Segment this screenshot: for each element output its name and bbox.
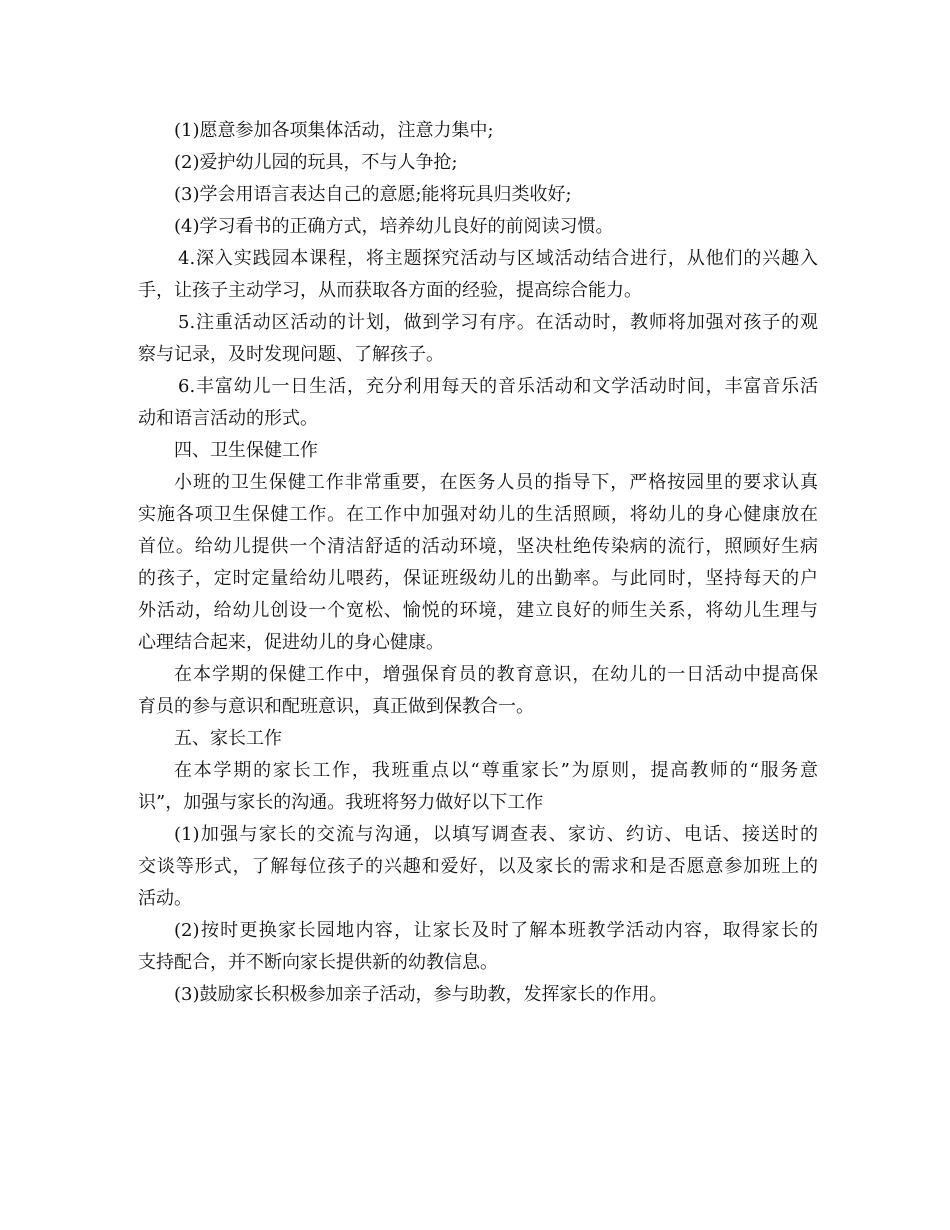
list-item-3: (3)鼓励家长积极参加亲子活动，参与助教，发挥家长的作用。 [174,984,668,1005]
paragraph-line: 在本学期的家长工作，我班重点以“尊重家长”为原则，提高教师的“服务意 [174,760,818,781]
paragraph-line: 4.深入实践园本课程，将主题探究活动与区域活动结合进行，从他们的兴趣入 [178,248,818,269]
paragraph-line: 实施各项卫生保健工作。在工作中加强对幼儿的生活照顾，将幼儿的身心健康放在 [138,504,818,525]
paragraph-line: 活动。 [138,888,192,909]
paragraph-line: 识”，加强与家长的沟通。我班将努力做好以下工作 [138,792,544,813]
paragraph-line: 在本学期的保健工作中，增强保育员的教育意识，在幼儿的一日活动中提高保 [174,664,818,685]
list-item-3: (3)学会用语言表达自己的意愿;能将玩具归类收好; [174,184,572,205]
paragraph-line: 小班的卫生保健工作非常重要，在医务人员的指导下，严格按园里的要求认真 [174,472,818,493]
document-page [138,115,818,1011]
paragraph-line: 首位。给幼儿提供一个清洁舒适的活动环境，坚决杜绝传染病的流行，照顾好生病 [138,536,818,557]
paragraph-line: 5.注重活动区活动的计划，做到学习有序。在活动时，教师将加强对孩子的观 [178,312,818,333]
section-heading: 五、家长工作 [174,728,282,749]
paragraph-line: 交谈等形式，了解每位孩子的兴趣和爱好，以及家长的需求和是否愿意参加班上的 [138,856,818,877]
paragraph-line: 动和语言活动的形式。 [138,408,318,429]
list-item-4: (4)学习看书的正确方式，培养幼儿良好的前阅读习惯。 [174,216,614,237]
list-item-2: (2)按时更换家长园地内容，让家长及时了解本班教学活动内容，取得家长的 [174,920,818,941]
paragraph-line: 6.丰富幼儿一日生活，充分利用每天的音乐活动和文学活动时间，丰富音乐活 [178,376,818,397]
list-item-1: (1)加强与家长的交流与沟通，以填写调查表、家访、约访、电话、接送时的 [174,824,818,845]
paragraph-line: 的孩子，定时定量给幼儿喂药，保证班级幼儿的出勤率。与此同时，坚持每天的户 [138,568,818,589]
paragraph-line: 外活动，给幼儿创设一个宽松、愉悦的环境，建立良好的师生关系，将幼儿生理与 [138,600,818,621]
paragraph-line: 察与记录，及时发现问题、了解孩子。 [138,344,444,365]
paragraph-line: 心理结合起来，促进幼儿的身心健康。 [138,632,444,653]
list-item-1: (1)愿意参加各项集体活动，注意力集中; [174,120,494,141]
paragraph-line: 支持配合，并不断向家长提供新的幼教信息。 [138,952,498,973]
paragraph-line: 手，让孩子主动学习，从而获取各方面的经验，提高综合能力。 [138,280,642,301]
list-item-2: (2)爱护幼儿园的玩具，不与人争抢; [174,152,458,173]
section-heading: 四、卫生保健工作 [174,440,318,461]
paragraph-line: 育员的参与意识和配班意识，真正做到保教合一。 [138,696,534,717]
